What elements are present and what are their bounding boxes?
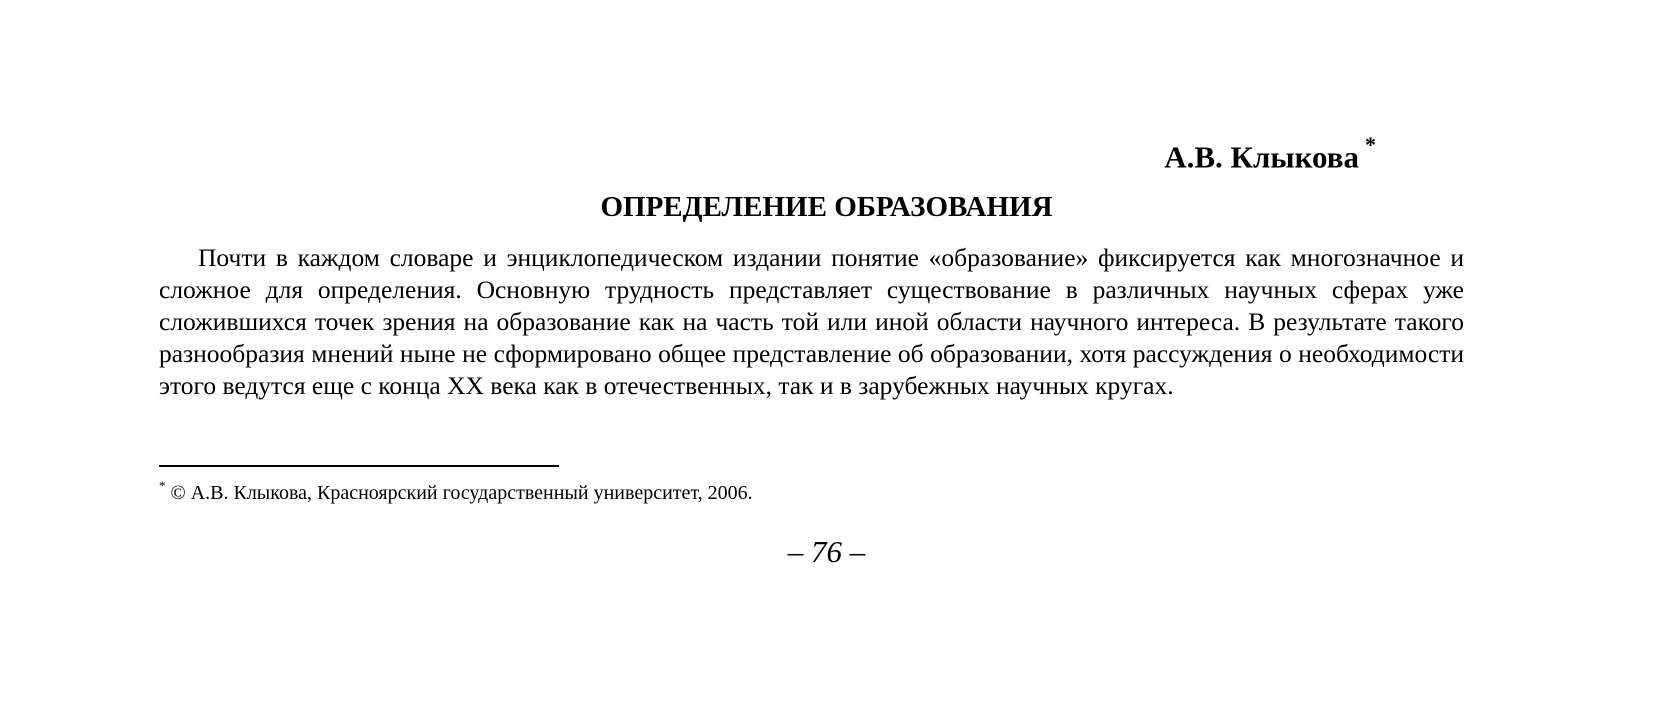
footnote-mark: * [159, 478, 166, 493]
article-title: ОПРЕДЕЛЕНИЕ ОБРАЗОВАНИЯ [600, 191, 1053, 223]
page-number: – 76 – [787, 534, 866, 569]
author-name-text: А.В. Клыкова [1164, 139, 1359, 175]
author-footnote-mark: * [1365, 132, 1376, 157]
footnote-separator [159, 465, 559, 467]
footnote-text: © А.В. Клыкова, Красноярский государственный университет, 2006. [170, 482, 753, 504]
author-name [1164, 132, 1376, 175]
footnote [159, 478, 753, 505]
body-paragraph: Почти в каждом словаре и энциклопедическом издании понятие «образование» фиксируется как многозначное и сложное для определения. Основную трудность представляет существование в различных научных сферах уже сложившихся точек зрения на образование как на часть той или иной области научного интереса. В результате такого разнообразия мнений ныне не сформировано общее представление об образовании, хотя рассуждения о необходимости этого ведутся еще с конца XX века как в отечественных, так и в зарубежных научных кругах. [159, 243, 1464, 400]
